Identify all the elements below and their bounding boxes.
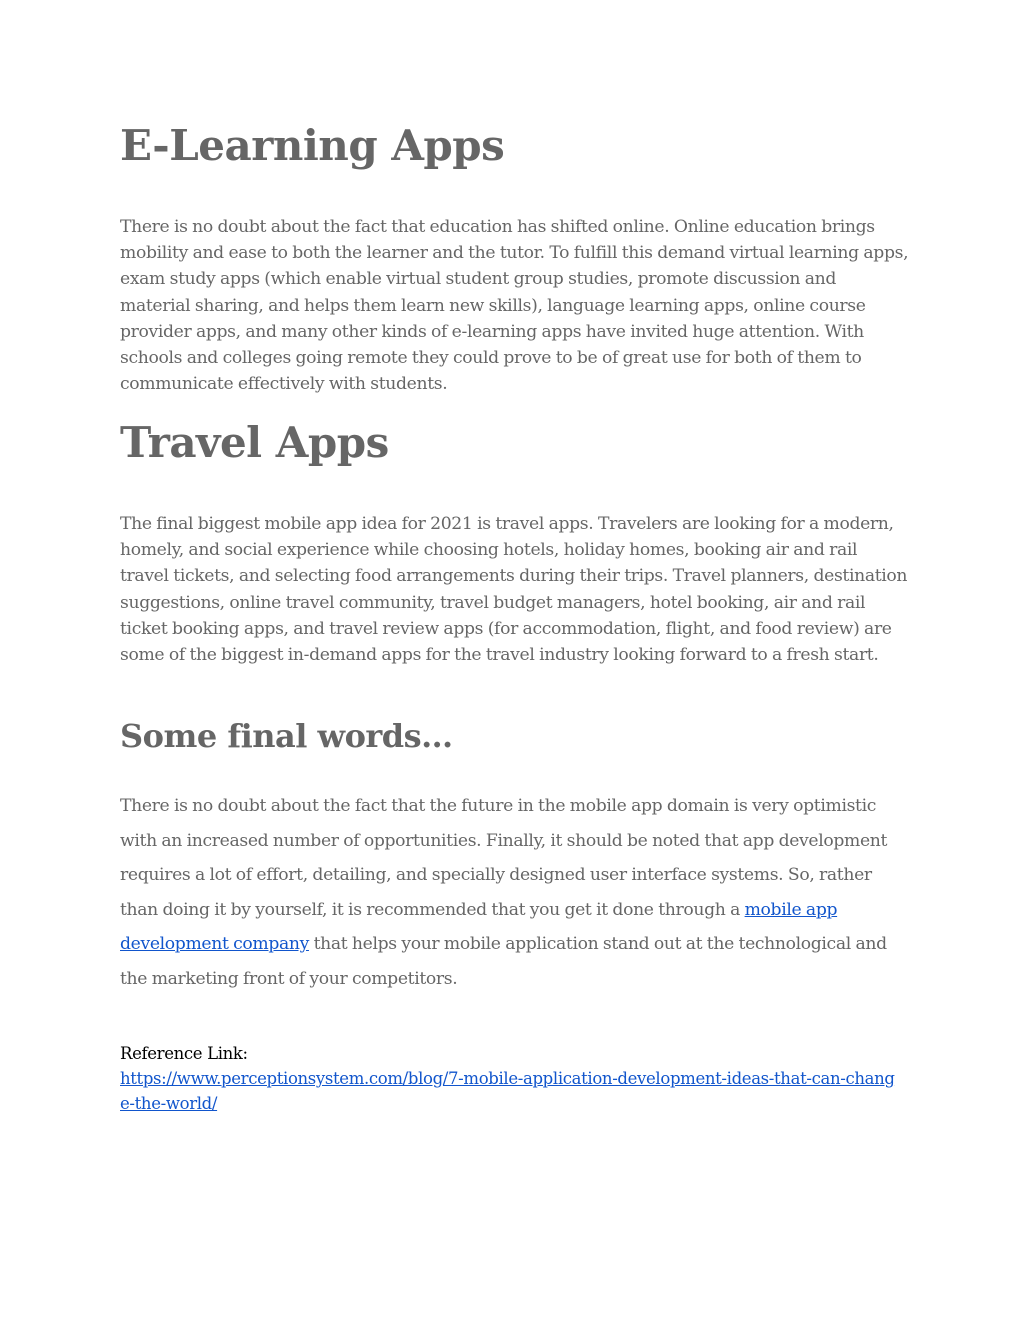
heading-travel-apps: Travel Apps [120, 418, 389, 467]
paragraph-final-words [120, 789, 910, 997]
final-words-text-after-link: that helps your mobile application stand out at the technological and the marketing front of your competitors. [120, 934, 887, 989]
mobile-app-development-company-link[interactable]: mobile app development company [120, 899, 838, 955]
reference-block [120, 1041, 910, 1116]
heading-elearning-apps: E-Learning Apps [120, 121, 505, 170]
reference-label: Reference Link: [120, 1044, 248, 1063]
paragraph-travel-apps: The final biggest mobile app idea for 2021 is travel apps. Travelers are looking for a modern, homely, and social experience while choosing hotels, holiday homes, booking air and rail travel tickets, and selecting food arrangements during their trips. Travel planners, destination suggestions, online travel community, travel budget managers, hotel booking, air and rail ticket booking apps, and travel review apps (for accommodation, flight, and food review) are some of the biggest in-demand apps for the travel industry looking forward to a fresh start. [120, 514, 908, 666]
heading-final-words: Some final words… [120, 717, 453, 755]
final-words-text-before-link: There is no doubt about the fact that the future in the mobile app domain is very optimistic with an increased number of opportunities. Finally, it should be noted that app development requires a lot of effort, detailing, and specially designed user interface systems. So, rather than doing it by yourself, it is recommended that you get it done through a [120, 796, 888, 920]
reference-url-link[interactable]: https://www.perceptionsystem.com/blog/7-mobile-application-development-ideas-that-can-change-the-world/ [120, 1069, 895, 1113]
paragraph-elearning-apps: There is no doubt about the fact that education has shifted online. Online education brings mobility and ease to both the learner and the tutor. To fulfill this demand virtual learning apps, exam study apps (which enable virtual student group studies, promote discussion and material sharing, and helps them learn new skills), language learning apps, online course provider apps, and many other kinds of e-learning apps have invited huge attention. With schools and colleges going remote they could prove to be of great use for both of them to communicate effectively with students. [120, 217, 909, 395]
